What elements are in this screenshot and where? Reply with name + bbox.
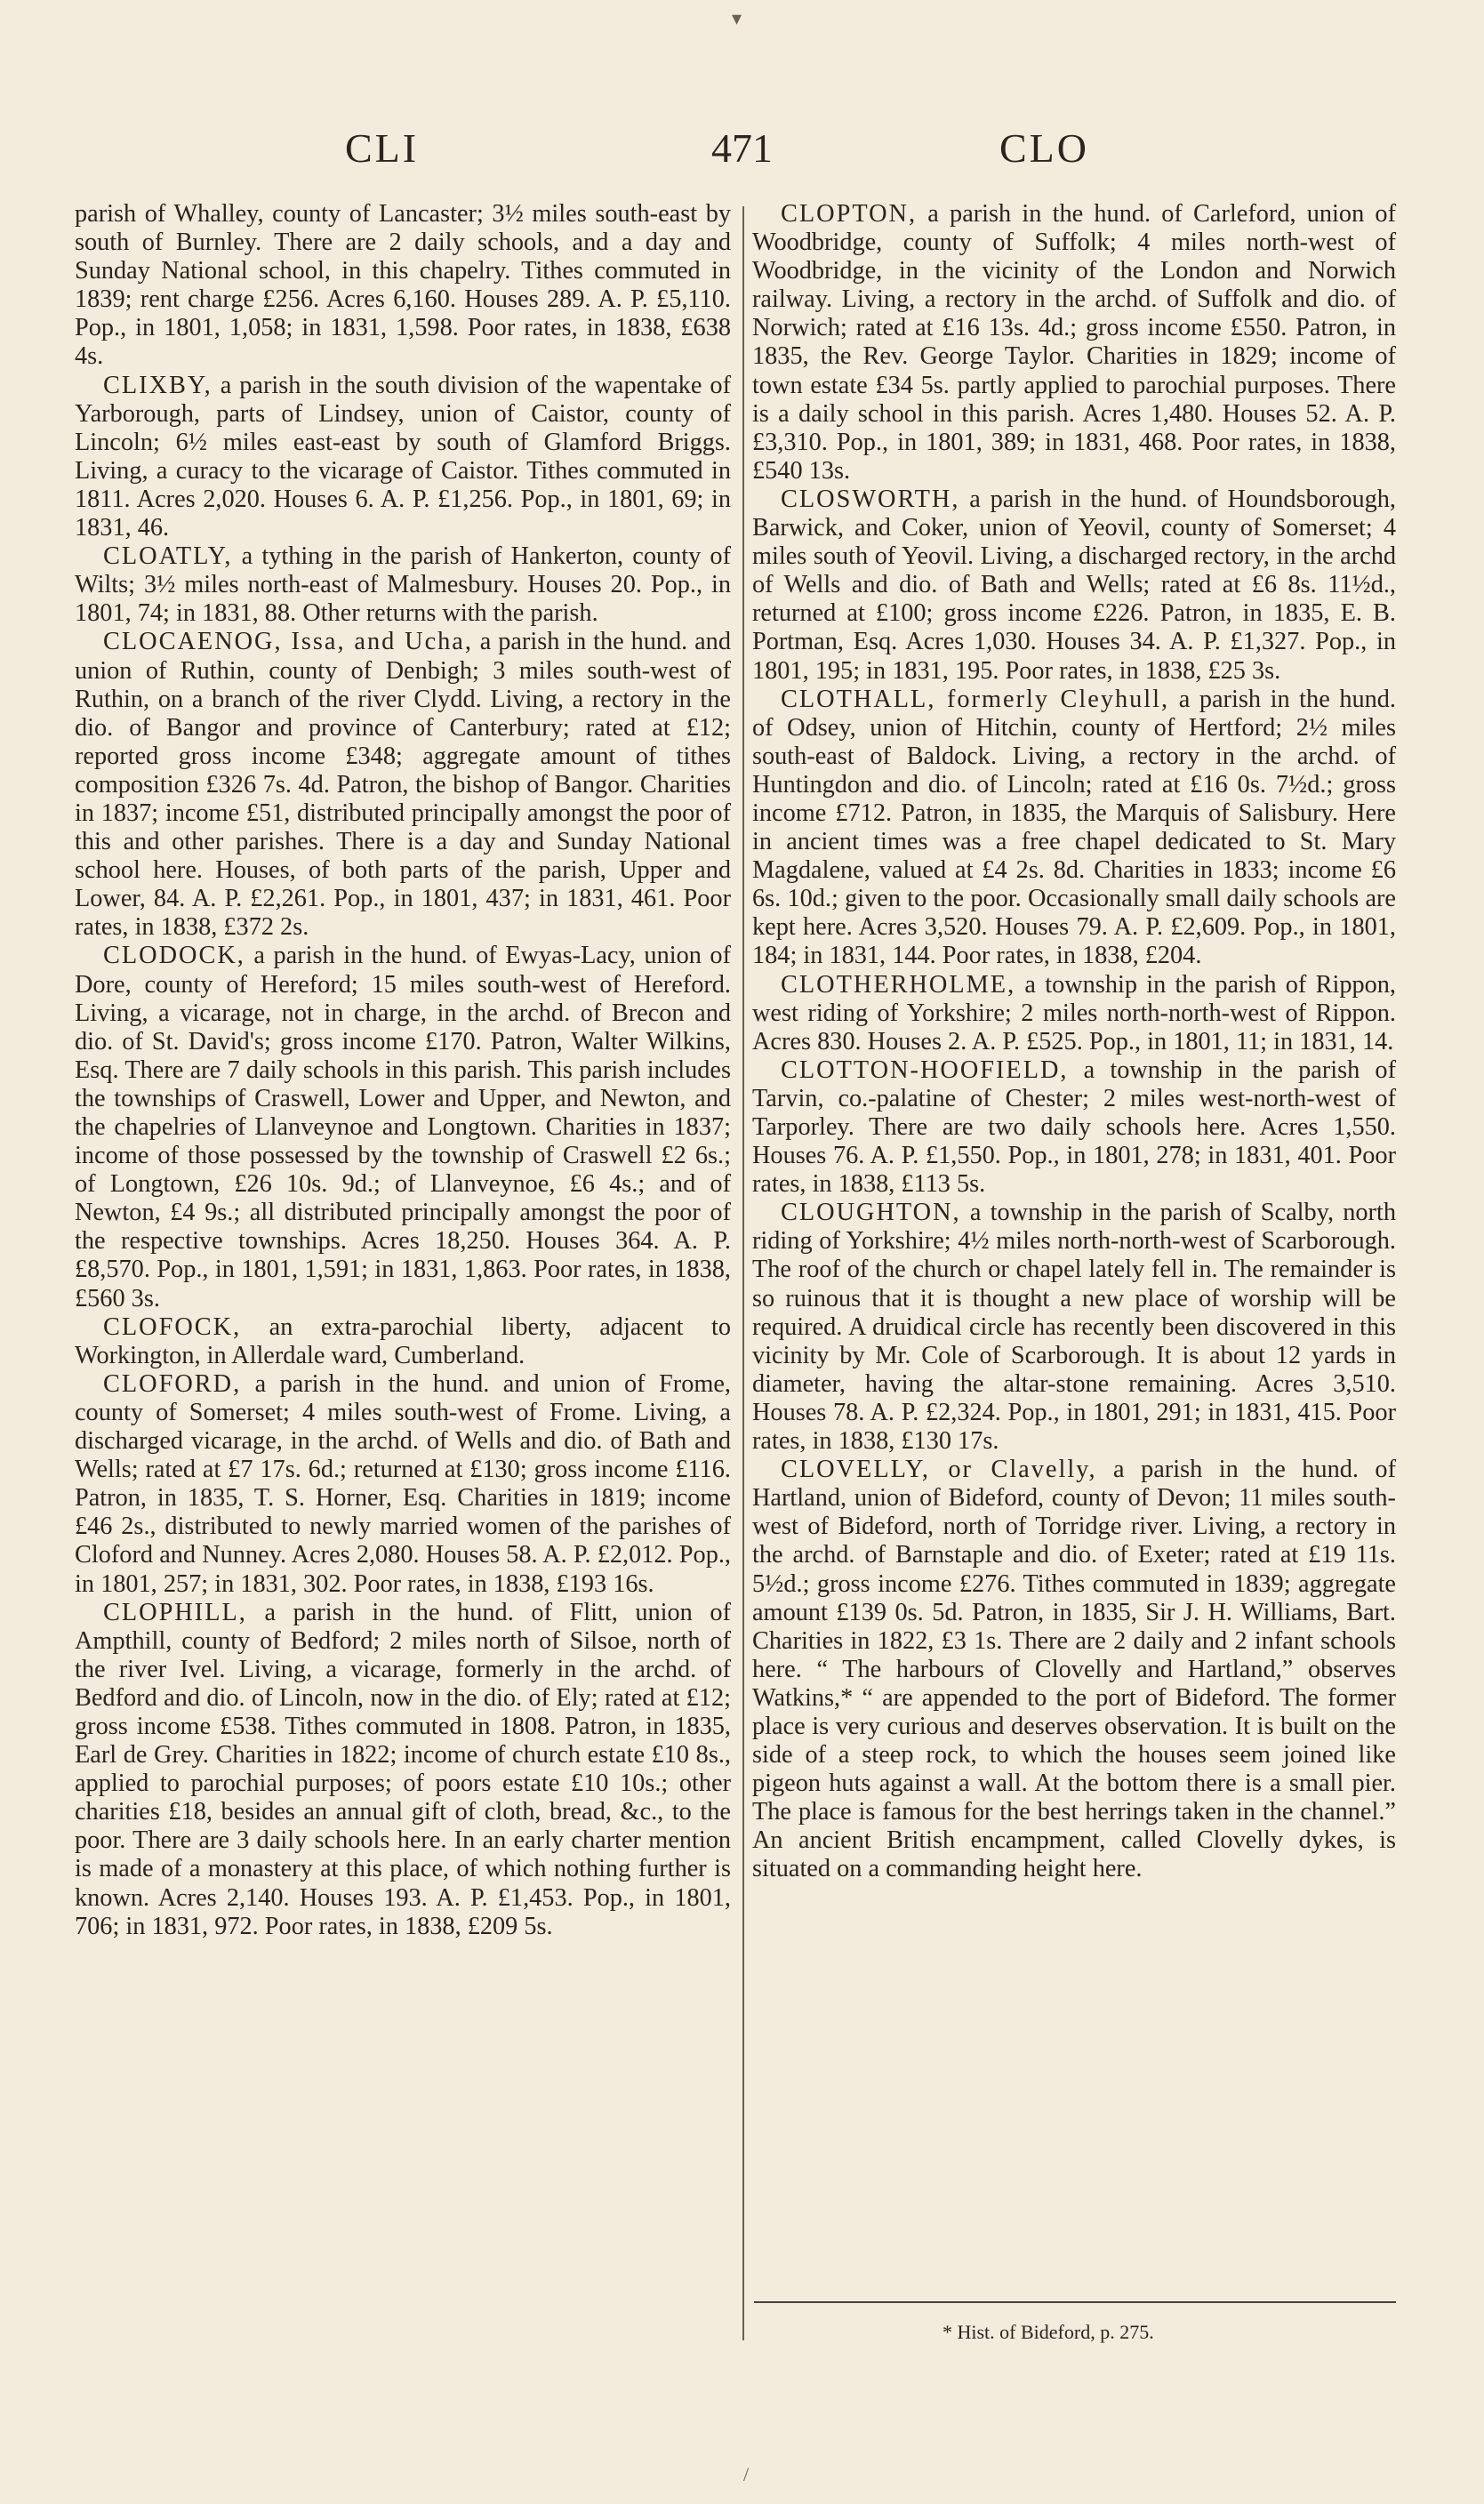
entry-cloatly <box>75 542 731 628</box>
entry-headword: CLOFORD, <box>103 1369 242 1398</box>
entry-text: a parish in the south division of the wapentake of Yarborough, parts of Lindsey, union of Caistor, county of Lincoln; 6½ miles east-east by south of Glamford Briggs. Living, a curacy to the vicarage of Caistor. Tithes commuted in 1811. Acres 2,020. Houses 6. A. P. £1,256. Pop., in 1801, 69; in 1831, 46. <box>75 371 731 542</box>
entry-cloford <box>75 1370 731 1599</box>
entry-headword: CLOCAENOG, Issa, and Ucha, <box>103 628 473 656</box>
entry-headword: CLOPTON, <box>781 200 918 228</box>
entry-headword: CLOVELLY, or Clavelly, <box>781 1456 1097 1484</box>
entry-headword: CLOPHILL, <box>103 1598 247 1626</box>
page-mark-bottom: / <box>743 2463 750 2485</box>
entry-clofock <box>75 1313 731 1370</box>
entry-headword: CLOSWORTH, <box>781 485 960 513</box>
entry-clophill <box>75 1599 731 1941</box>
entry-headword: CLOUGHTON, <box>781 1199 961 1227</box>
entry-closworth <box>752 486 1396 686</box>
entry-clothall <box>752 686 1396 971</box>
column-divider <box>742 206 744 2340</box>
entry-text: a township in the parish of Scalby, north riding of Yorkshire; 4½ miles north-north-west of Scarborough. The roof of the church or chapel lately fell in. The remainder is so ruinous that it is thought a new place of worship will be required. A druidical circle has recently been discovered in this vicinity by Mr. Cole of Scarborough. It is about 12 yards in diameter, having the altar-stone remaining. Acres 3,510. Houses 78. A. P. £2,324. Pop., in 1801, 291; in 1831, 415. Poor rates, in 1838, £130 17s. <box>752 1199 1396 1456</box>
right-column <box>752 200 1396 1884</box>
entry-clovelly <box>752 1456 1396 1883</box>
entry-text: a parish in the hund. of Hartland, union of Bideford, county of Devon; 11 miles south-west of Bideford, north of Torridge river. Living, a rectory in the archd. of Barnstaple and dio. of Exeter; rated at £19 11s. 5½d.; gross income £276. Tithes commuted in 1839; aggregate amount £139 0s. 5d. Patron, in 1835, Sir J. H. Williams, Bart. Charities in 1822, £3 1s. There are 2 daily and 2 infant schools here. “ The harbours of Clovelly and Hartland,” observes Watkins,* “ are appended to the port of Bideford. The former place is very curious and deserves observation. It is built on the side of a steep rock, to which the houses seem joined like pigeon huts against a wall. At the bottom there is a small pier. The place is famous for the best herrings taken in the channel.” An ancient British encampment, called Clovelly dykes, is situated on a commanding height here. <box>752 1456 1396 1883</box>
footnote-rule <box>754 2301 1396 2303</box>
running-head-left: CLI <box>345 125 420 171</box>
page-header <box>0 124 1484 178</box>
entry-headword: CLOATLY, <box>103 542 233 571</box>
entry-continuation <box>75 200 731 372</box>
footnote: * Hist. of Bideford, p. 275. <box>943 2321 1154 2343</box>
entry-clixby <box>75 372 731 543</box>
entry-text: a parish in the hund. of Ewyas-Lacy, union of Dore, county of Hereford; 15 miles south-west of Hereford. Living, a vicarage, not in charge, in the archd. of Brecon and dio. of St. David's; gross income £170. Patron, Walter Wilkins, Esq. There are 7 daily schools in this parish. This parish includes the townships of Craswell, Lower and Upper, and Newton, and the chapelries of Llanveynoe and Longtown. Charities in 1837; income of those possessed by the township of Craswell £2 6s.; of Longtown, £26 10s. 9d.; of Llanveynoe, £6 4s.; and of Newton, £4 9s.; all distributed principally amongst the poor of the respective townships. Acres 18,250. Houses 364. A. P. £8,570. Pop., in 1801, 1,591; in 1831, 1,863. Poor rates, in 1838, £560 3s. <box>75 942 731 1312</box>
entry-text: a parish in the hund. and union of Ruthin, county of Denbigh; 3 miles south-west of Ruthin, on a branch of the river Clydd. Living, a rectory in the dio. of Bangor and province of Canterbury; rated at £12; reported gross income £348; aggregate amount of tithes composition £326 7s. 4d. Patron, the bishop of Bangor. Charities in 1837; income £51, distributed principally amongst the poor of this and other parishes. There is a day and Sunday National school here. Houses, of both parts of the parish, Upper and Lower, 84. A. P. £2,261. Pop., in 1801, 437; in 1831, 461. Poor rates, in 1838, £372 2s. <box>75 628 731 942</box>
entry-text: parish of Whalley, county of Lancaster; 3½ miles south-east by south of Burnley. There are 2 daily schools, and a day and Sunday National school, in this chapelry. Tithes commuted in 1839; rent charge £256. Acres 6,160. Houses 289. A. P. £5,110. Pop., in 1801, 1,058; in 1831, 1,598. Poor rates, in 1838, £638 4s. <box>75 200 731 371</box>
entry-text: a township in the parish of Rippon, west riding of Yorkshire; 2 miles north-north-west of Rippon. Acres 830. Houses 2. A. P. £525. Pop., in 1801, 11; in 1831, 14. <box>752 970 1396 1055</box>
entry-clodock <box>75 942 731 1312</box>
entry-text: an extra-parochial liberty, adjacent to Workington, in Allerdale ward, Cumberland. <box>75 1312 732 1369</box>
entry-text: a parish in the hund. of Flitt, union of Ampthill, county of Bedford; 2 miles north of Silsoe, north of the river Ivel. Living, a vicarage, formerly in the archd. of Bedford and dio. of Lincoln, now in the dio. of Ely; rated at £12; gross income £538. Tithes commuted in 1808. Patron, in 1835, Earl de Grey. Charities in 1822; income of church estate £10 8s., applied to parochial purposes; of poors estate £10 10s.; other charities £18, besides an annual gift of cloth, bread, &c., to the poor. There are 3 daily schools here. In an early charter mention is made of a monastery at this place, of which nothing further is known. Acres 2,140. Houses 193. A. P. £1,453. Pop., in 1801, 706; in 1831, 972. Poor rates, in 1838, £209 5s. <box>75 1598 731 1940</box>
entry-headword: CLOFOCK, <box>103 1312 242 1341</box>
entry-clotherholme <box>752 971 1396 1056</box>
entry-headword: CLIXBY, <box>103 371 213 399</box>
page-number: 471 <box>711 125 773 171</box>
entry-headword: CLODOCK, <box>103 942 245 970</box>
left-column <box>75 200 731 1941</box>
entry-clopton <box>752 200 1396 486</box>
entry-clotton-hoofield <box>752 1056 1396 1199</box>
running-head-right: CLO <box>999 125 1089 171</box>
entry-text: a township in the parish of Tarvin, co.-palatine of Chester; 2 miles west-north-west of Tarporley. There are two daily schools here. Acres 1,550. Houses 76. A. P. £1,550. Pop., in 1801, 278; in 1831, 401. Poor rates, in 1838, £113 5s. <box>752 1055 1397 1199</box>
entry-text: a parish in the hund. and union of Frome, county of Somerset; 4 miles south-west of Frome. Living, a discharged vicarage, in the archd. of Wells and dio. of Bath and Wells; rated at £7 17s. 6d.; returned at £130; gross income £116. Patron, in 1835, T. S. Horner, Esq. Charities in 1819; income £46 2s., distributed to newly married women of the parishes of Cloford and Nunney. Acres 2,080. Houses 58. A. P. £2,012. Pop., in 1801, 257; in 1831, 302. Poor rates, in 1838, £193 16s. <box>75 1369 731 1598</box>
entry-headword: CLOTTON-HOOFIELD, <box>781 1055 1069 1084</box>
entry-cloughton <box>752 1199 1396 1456</box>
entry-clocaenog <box>75 628 731 942</box>
entry-headword: CLOTHALL, formerly Cleyhull, <box>781 685 1170 713</box>
page-mark-top: ▾ <box>732 7 742 29</box>
entry-text: a parish in the hund. of Houndsborough, Barwick, and Coker, union of Yeovil, county of Somerset; 4 miles south of Yeovil. Living, a discharged rectory, in the archd of Wells and dio. of Bath and Wells; rated at £6 8s. 11½d., returned at £100; gross income £226. Patron, in 1835, E. B. Portman, Esq. Acres 1,030. Houses 34. A. P. £1,327. Pop., in 1801, 195; in 1831, 195. Poor rates, in 1838, £25 3s. <box>752 485 1396 685</box>
entry-text: a parish in the hund. of Odsey, union of Hitchin, county of Hertford; 2½ miles south-east of Baldock. Living, a rectory in the archd. of Huntingdon and dio. of Lincoln; rated at £16 0s. 7½d.; gross income £712. Patron, in 1835, the Marquis of Salisbury. Here in ancient times was a free chapel dedicated to St. Mary Magdalene, valued at £4 2s. 8d. Charities in 1833; income £6 6s. 10d.; given to the poor. Occasionally small daily schools are kept here. Acres 3,520. Houses 79. A. P. £2,609. Pop., in 1801, 184; in 1831, 144. Poor rates, in 1838, £204. <box>752 685 1397 970</box>
entry-text: a parish in the hund. of Carleford, union of Woodbridge, county of Suffolk; 4 miles north-west of Woodbridge, in the vicinity of the London and Norwich railway. Living, a rectory in the archd. of Suffolk and dio. of Norwich; rated at £16 13s. 4d.; gross income £550. Patron, in 1835, the Rev. George Taylor. Charities in 1829; income of town estate £34 5s. partly applied to parochial purposes. There is a daily school in this parish. Acres 1,480. Houses 52. A. P. £3,310. Pop., in 1801, 389; in 1831, 468. Poor rates, in 1838, £540 13s. <box>752 200 1396 485</box>
entry-text: a tything in the parish of Hankerton, county of Wilts; 3½ miles north-east of Malmesbury. Houses 20. Pop., in 1801, 74; in 1831, 88. Other returns with the parish. <box>75 542 731 628</box>
entry-headword: CLOTHERHOLME, <box>781 970 1016 999</box>
